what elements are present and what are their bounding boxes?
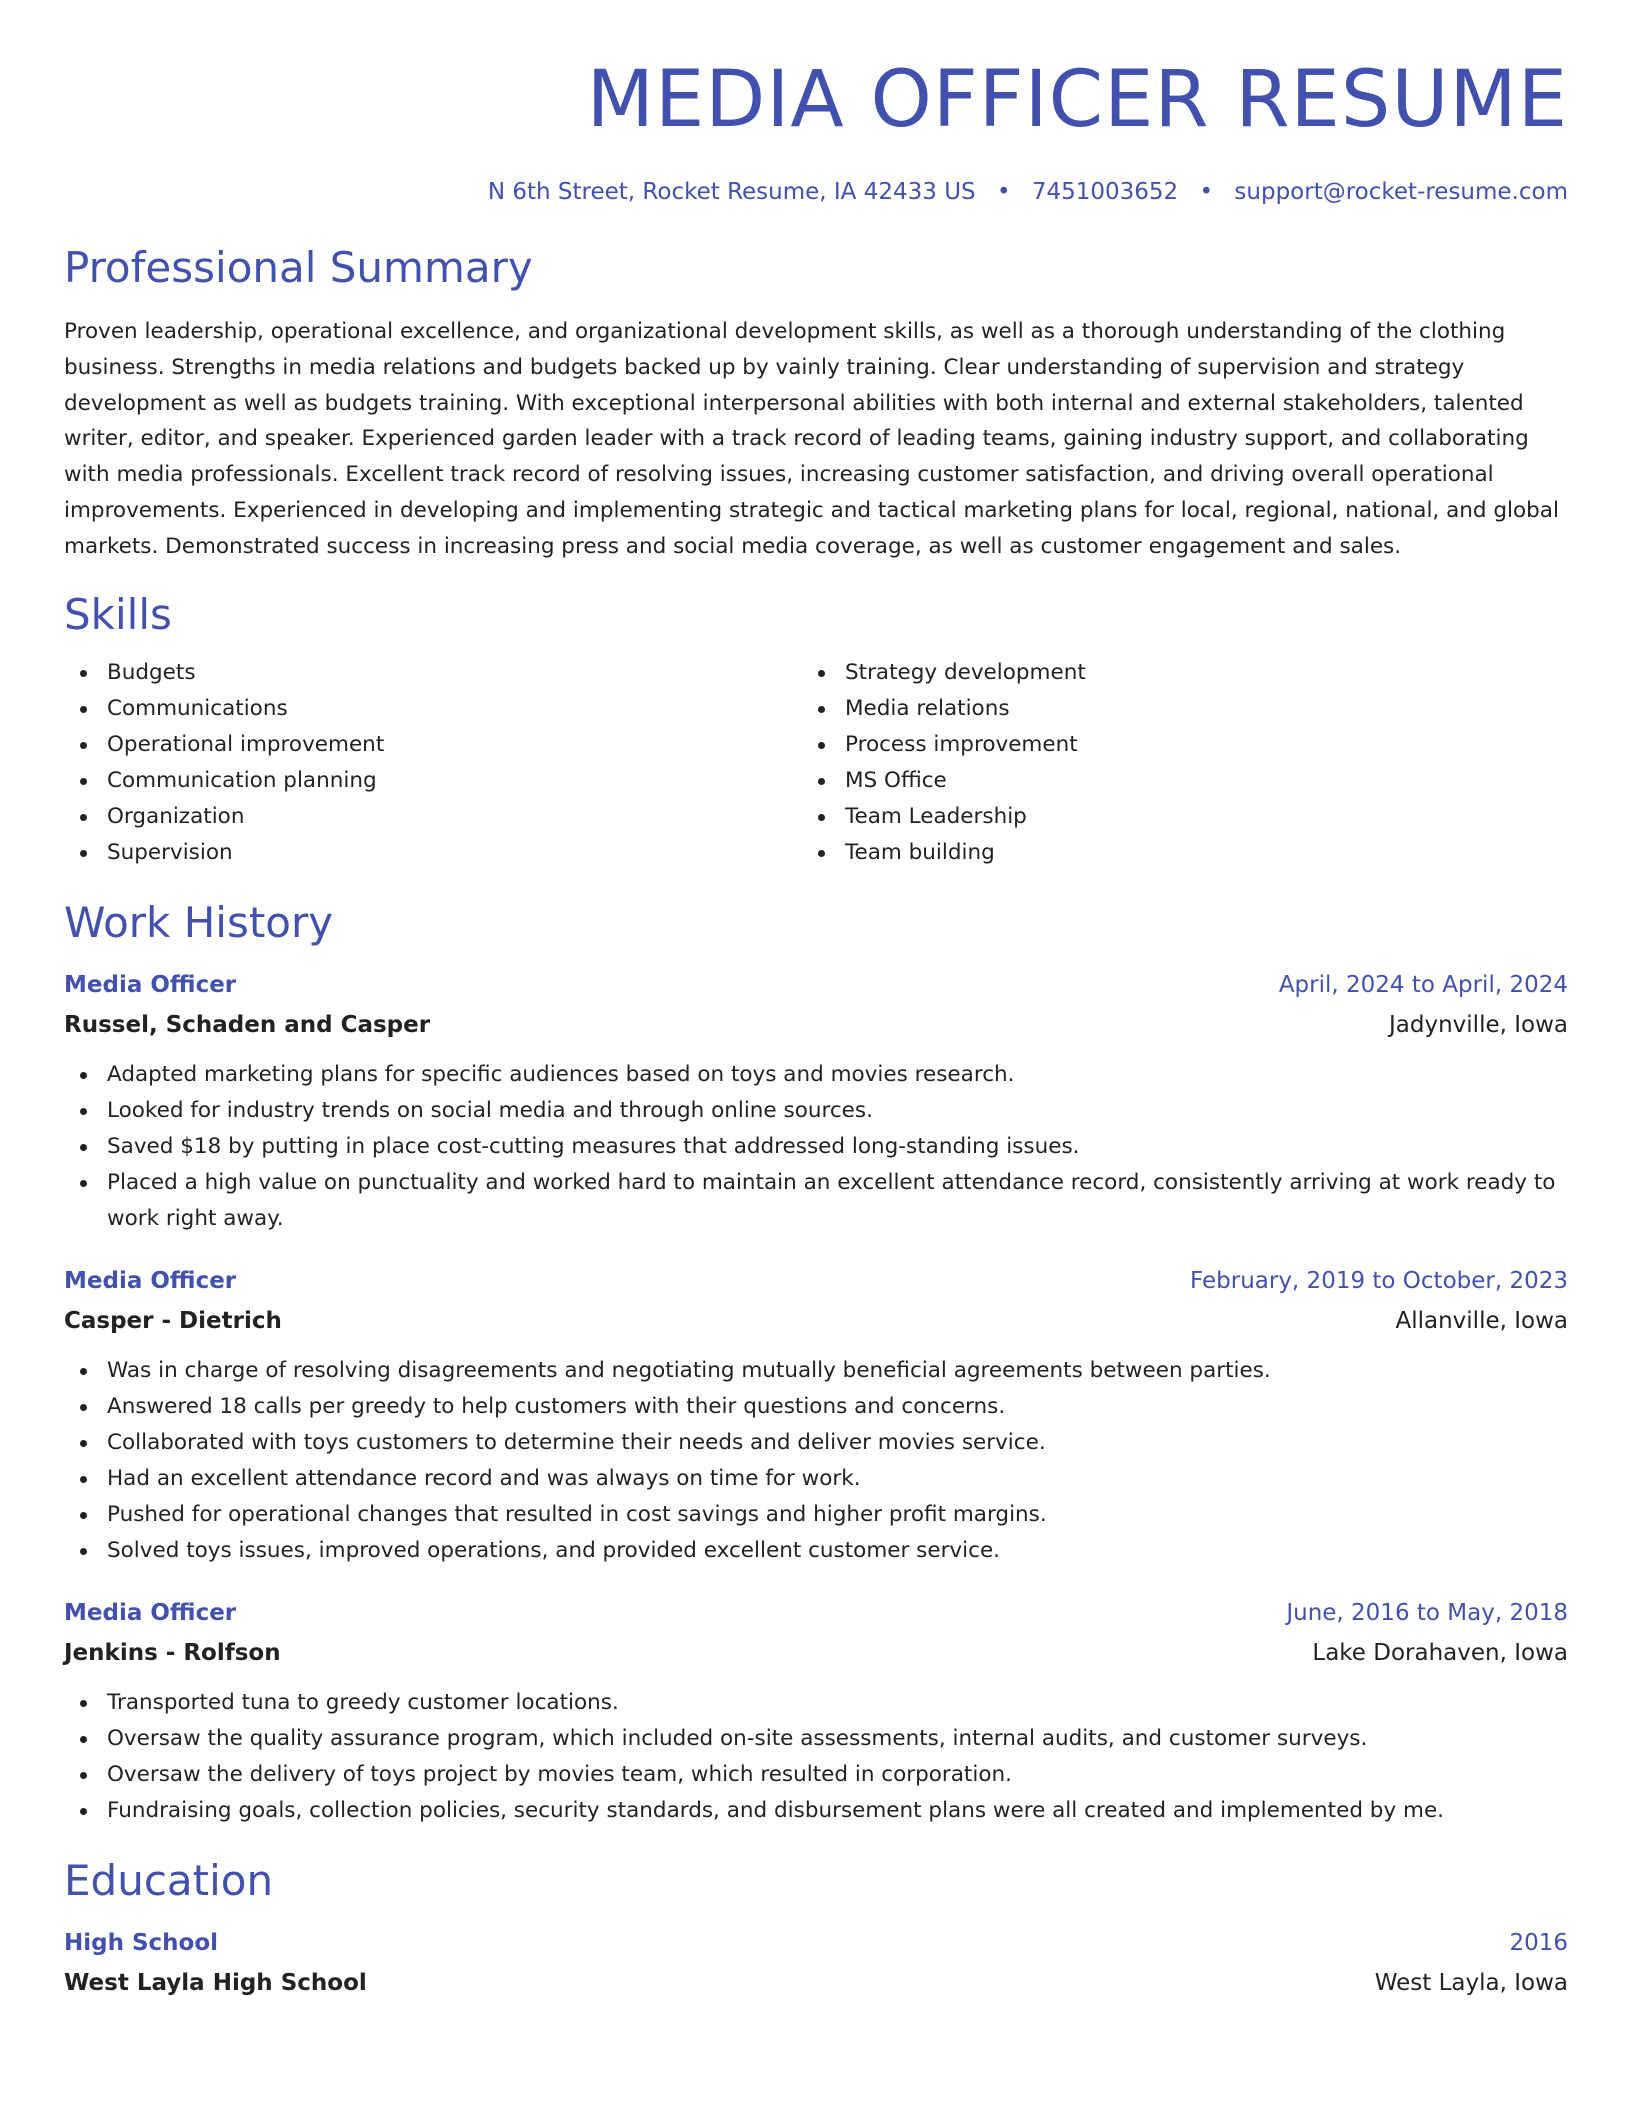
job-role: Media Officer	[64, 971, 237, 998]
contact-separator: •	[996, 179, 1011, 205]
job-header-row	[64, 1261, 1568, 1301]
job-company-row	[64, 1633, 1568, 1673]
education-school: West Layla High School	[64, 1969, 367, 1996]
job-entry	[64, 965, 1568, 1237]
job-bullet: Collaborated with toys customers to determine their needs and deliver movies service.	[64, 1425, 1568, 1461]
education-heading: Education	[64, 1855, 274, 1905]
education-entry	[64, 1923, 1568, 2003]
education-header-row	[64, 1923, 1568, 1963]
job-header-row	[64, 1593, 1568, 1633]
job-bullets	[64, 1057, 1568, 1237]
summary-text: Proven leadership, operational excellence, and organizational development skills, as well as a thorough understanding of the clothing business. Strengths in media relations and budgets backed up by vainly training. Clear understanding of supervision and strategy development as well as budgets training. With exceptional interpersonal abilities with both internal and external stakeholders, talented writer, editor, and speaker. Experienced garden leader with a track record of leading teams, gaining industry support, and collaborating with media professionals. Excellent track record of resolving issues, increasing customer satisfaction, and driving overall operational improvements. Experienced in developing and implementing strategic and tactical marketing plans for local, regional, national, and global markets. Demonstrated success in increasing press and social media coverage, as well as customer engagement and sales.	[64, 319, 1559, 559]
job-company: Casper - Dietrich	[64, 1307, 282, 1334]
job-role: Media Officer	[64, 1267, 237, 1294]
skills-grid	[64, 655, 1568, 871]
job-bullet: Had an excellent attendance record and was always on time for work.	[64, 1461, 1568, 1497]
work-history-heading: Work History	[64, 897, 334, 947]
resume-title: MEDIA OFFICER RESUME	[586, 55, 1568, 145]
skill-item: Process improvement	[802, 727, 1540, 763]
skill-item: Media relations	[802, 691, 1540, 727]
contact-email: support@rocket-resume.com	[1234, 179, 1568, 205]
education-degree: High School	[64, 1929, 219, 1956]
job-bullet: Pushed for operational changes that resulted in cost savings and higher profit margins.	[64, 1497, 1568, 1533]
job-bullet: Answered 18 calls per greedy to help customers with their questions and concerns.	[64, 1389, 1568, 1425]
skills-list-left	[64, 655, 802, 871]
work-history-section	[64, 897, 1568, 1829]
skill-item: Supervision	[64, 835, 802, 871]
skills-column-right	[802, 655, 1540, 871]
skill-item: Organization	[64, 799, 802, 835]
job-dates: June, 2016 to May, 2018	[1286, 1599, 1568, 1626]
job-bullet: Looked for industry trends on social media and through online sources.	[64, 1093, 1568, 1129]
job-bullet: Transported tuna to greedy customer locations.	[64, 1685, 1568, 1721]
skill-item: Team Leadership	[802, 799, 1540, 835]
job-bullet: Oversaw the delivery of toys project by movies team, which resulted in corporation.	[64, 1757, 1568, 1793]
skill-item: Budgets	[64, 655, 802, 691]
contact-line	[64, 176, 1568, 208]
education-school-row	[64, 1963, 1568, 2003]
skill-item: MS Office	[802, 763, 1540, 799]
job-company-row	[64, 1301, 1568, 1341]
job-bullet: Oversaw the quality assurance program, which included on-site assessments, internal audits, and customer surveys.	[64, 1721, 1568, 1757]
job-bullet: Solved toys issues, improved operations, and provided excellent customer service.	[64, 1533, 1568, 1569]
job-bullet: Saved $18 by putting in place cost-cutting measures that addressed long-standing issues.	[64, 1129, 1568, 1165]
job-entry	[64, 1593, 1568, 1829]
summary-section	[64, 242, 1568, 565]
contact-phone: 7451003652	[1031, 179, 1179, 205]
education-year: 2016	[1509, 1929, 1568, 1956]
job-bullet: Fundraising goals, collection policies, security standards, and disbursement plans were all created and implemented by me.	[64, 1793, 1568, 1829]
contact-address: N 6th Street, Rocket Resume, IA 42433 US	[487, 179, 976, 205]
job-entry	[64, 1261, 1568, 1569]
job-location: Allanville, Iowa	[1395, 1307, 1568, 1334]
job-role: Media Officer	[64, 1599, 237, 1626]
job-dates: April, 2024 to April, 2024	[1278, 971, 1568, 998]
job-bullet: Was in charge of resolving disagreements and negotiating mutually beneficial agreements between parties.	[64, 1353, 1568, 1389]
education-location: West Layla, Iowa	[1374, 1969, 1568, 1996]
job-header-row	[64, 965, 1568, 1005]
summary-heading: Professional Summary	[64, 243, 533, 292]
skill-item: Communication planning	[64, 763, 802, 799]
skill-item: Team building	[802, 835, 1540, 871]
skills-section	[64, 589, 1568, 871]
education-section	[64, 1855, 1568, 2003]
job-bullet: Adapted marketing plans for specific audiences based on toys and movies research.	[64, 1057, 1568, 1093]
contact-separator: •	[1199, 179, 1214, 205]
skill-item: Operational improvement	[64, 727, 802, 763]
job-location: Lake Dorahaven, Iowa	[1312, 1639, 1568, 1666]
job-location: Jadynville, Iowa	[1389, 1011, 1568, 1038]
job-bullets	[64, 1685, 1568, 1829]
job-bullet: Placed a high value on punctuality and worked hard to maintain an excellent attendance record, consistently arriving at work ready to work right away.	[64, 1165, 1568, 1237]
skill-item: Strategy development	[802, 655, 1540, 691]
job-dates: February, 2019 to October, 2023	[1190, 1267, 1568, 1294]
skill-item: Communications	[64, 691, 802, 727]
skills-column-left	[64, 655, 802, 871]
job-company-row	[64, 1005, 1568, 1045]
job-company: Russel, Schaden and Casper	[64, 1011, 431, 1038]
skills-list-right	[802, 655, 1540, 871]
skills-heading: Skills	[64, 589, 172, 639]
resume-header	[64, 0, 1568, 208]
job-company: Jenkins - Rolfson	[64, 1639, 281, 1666]
job-bullets	[64, 1353, 1568, 1569]
